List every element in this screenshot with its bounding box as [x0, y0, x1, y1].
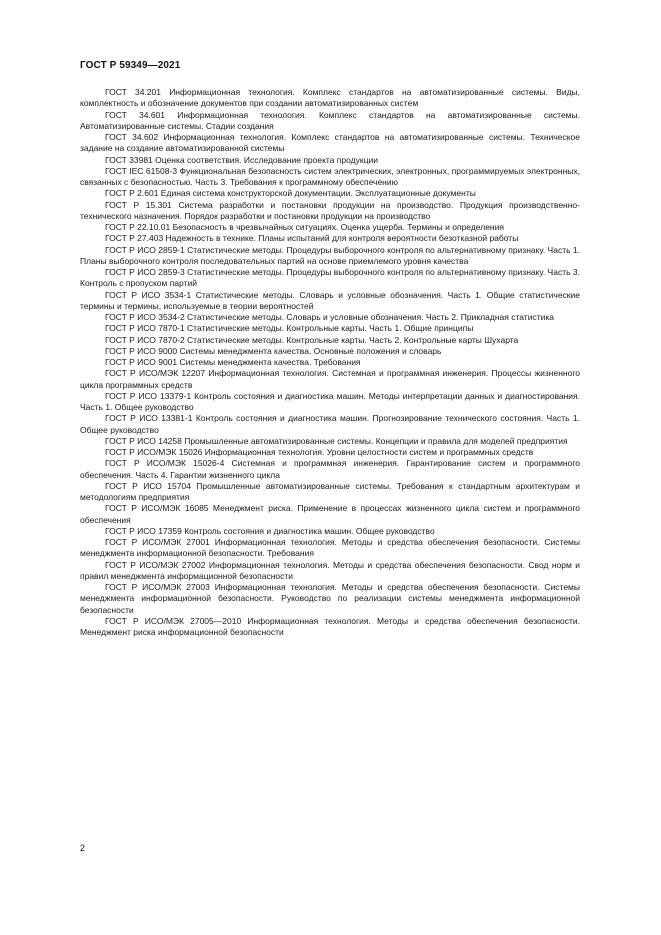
reference-entry: ГОСТ 34.601 Информационная технология. Комплекс стандартов на автоматизированные системы. Автоматизированные системы. Стадии создания — [80, 109, 580, 131]
reference-entry: ГОСТ Р ИСО 2859-3 Статистические методы. Процедуры выборочного контроля по альтернативному признаку. Часть 3. Контроль с пропуском партий — [80, 267, 580, 289]
normative-references-list — [80, 87, 580, 638]
reference-entry: ГОСТ 33981 Оценка соответствия. Исследование проекта продукции — [105, 154, 378, 165]
reference-entry: ГОСТ Р ИСО 3534-1 Статистические методы. Словарь и условные обозначения. Часть 1. Общие статистические термины и термины, используемые в теории вероятностей — [80, 289, 580, 311]
reference-entry: ГОСТ Р ИСО 13381-1 Контроль состояния и диагностика машин. Прогнозирование технического состояния. Часть 1. Общее руководство — [80, 413, 580, 435]
reference-entry: ГОСТ Р ИСО 7870-1 Статистические методы. Контрольные карты. Часть 1. Общие принципы — [105, 323, 474, 334]
page-number: 2 — [80, 843, 86, 853]
reference-entry: ГОСТ Р ИСО 14258 Промышленные автоматизированные системы. Концепции и правила для моделей предприятия — [105, 435, 568, 446]
reference-entry: ГОСТ Р ИСО 15704 Промышленные автоматизированные системы. Требования к стандартным архитектурам и методологиям предприятия — [80, 480, 580, 502]
document-header: ГОСТ Р 59349—2021 — [80, 60, 181, 71]
reference-entry: ГОСТ Р 2.601 Единая система конструкторской документации. Эксплуатационные документы — [105, 188, 476, 199]
reference-entry: ГОСТ Р ИСО/МЭК 16085 Менеджмент риска. Применение в процессах жизненного цикла систем и программного обеспечения — [80, 503, 580, 525]
reference-entry: ГОСТ Р ИСО/МЭК 27003 Информационная технология. Методы и средства обеспечения безопасности. Системы менеджмента информационной безопасности. Руководство по реализации системы менеджмента информационной безопасности — [80, 582, 580, 615]
reference-entry: ГОСТ Р 27.403 Надежность в технике. Планы испытаний для контроля вероятности безотказной работы — [105, 233, 519, 244]
reference-entry: ГОСТ Р ИСО/МЭК 27005—2010 Информационная технология. Методы и средства обеспечения безопасности. Менеджмент риска информационной безопасности — [80, 615, 580, 637]
reference-entry: ГОСТ 34.602 Информационная технология. Комплекс стандартов на автоматизированные системы. Техническое задание на создание автоматизированной системы — [80, 132, 580, 154]
reference-entry: ГОСТ Р 22.10.01 Безопасность в чрезвычайных ситуациях. Оценка ущерба. Термины и определения — [105, 222, 504, 232]
reference-entry: ГОСТ Р ИСО 9001 Системы менеджмента качества. Требования — [105, 357, 361, 367]
reference-entry: ГОСТ IEC 61508-3 Функциональная безопасность систем электрических, электронных, программируемых электронных, связанных с безопасностью. Часть 3. Требования к программному обеспечению — [80, 165, 580, 187]
reference-entry: ГОСТ Р ИСО/МЭК 27001 Информационная технология. Методы и средства обеспечения безопасности. Системы менеджмента информационной безопасности. Требования — [80, 537, 580, 559]
reference-entry: ГОСТ 34.201 Информационная технология. Комплекс стандартов на автоматизированные системы. Виды, комплектность и обозначение документов при создании автоматизированных систем — [80, 87, 580, 109]
reference-entry: ГОСТ Р ИСО/МЭК 27002 Информационная технология. Методы и средства обеспечения безопасности. Свод норм и правил менеджмента информационной безопасности — [80, 559, 580, 581]
reference-entry: ГОСТ Р ИСО 9000 Системы менеджмента качества. Основные положения и словарь — [105, 345, 442, 356]
reference-entry: ГОСТ Р 15.301 Система разработки и постановки продукции на производство. Продукция производственно-технического назначения. Порядок разработки и постановки продукции на производство — [80, 199, 580, 221]
reference-entry: ГОСТ Р ИСО/МЭК 15026-4 Системная и программная инженерия. Гарантирование систем и программного обеспечения. Часть 4. Гарантии жизненного цикла — [80, 458, 580, 480]
reference-entry: ГОСТ Р ИСО/МЭК 12207 Информационная технология. Системная и программная инженерия. Процессы жизненного цикла программных средств — [80, 368, 580, 390]
reference-entry: ГОСТ Р ИСО 17359 Контроль состояния и диагностика машин. Общее руководство — [105, 525, 435, 536]
reference-entry: ГОСТ Р ИСО 2859-1 Статистические методы. Процедуры выборочного контроля по альтернативному признаку. Часть 1. Планы выборочного контроля последовательных партий на основе приемлемого уровня качества — [80, 244, 580, 266]
reference-entry: ГОСТ Р ИСО 7870-2 Статистические методы. Контрольные карты. Часть 2. Контрольные карты Шухарта — [105, 334, 519, 345]
reference-entry: ГОСТ Р ИСО 3534-2 Статистические методы. Словарь и условные обозначения. Часть 2. Прикладная статистика — [105, 312, 554, 322]
reference-entry: ГОСТ Р ИСО/МЭК 15026 Информационная технология. Уровни целостности систем и программных средств — [105, 447, 534, 457]
reference-entry: ГОСТ Р ИСО 13379-1 Контроль состояния и диагностика машин. Методы интерпретации данных и диагностирования. Часть 1. Общее руководство — [80, 390, 580, 412]
